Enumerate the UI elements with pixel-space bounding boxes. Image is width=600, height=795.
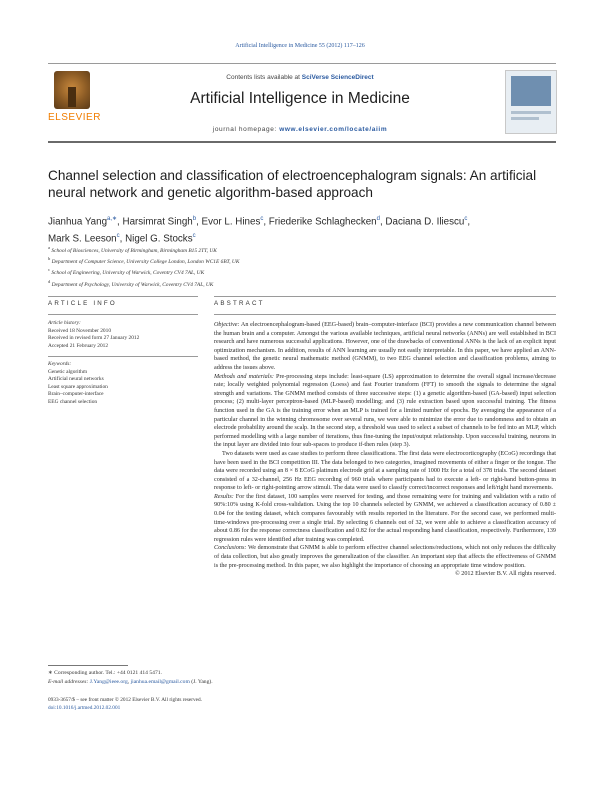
affiliation-text: Department of Psychology, University of Warwick, Coventry CV4 7AL, UK (51, 281, 214, 288)
affiliation-item (48, 244, 558, 255)
author-sep: , (117, 216, 123, 228)
article-info-rule (48, 314, 198, 315)
issn-line: 0933-3657/$ – see front matter © 2012 Elsevier B.V. All rights reserved. (48, 697, 202, 703)
publication-info (48, 696, 448, 712)
conclusions-label: Conclusions: (214, 545, 247, 552)
email-sep: , (127, 678, 131, 685)
author-name[interactable]: Friederike Schlaghecken (268, 216, 377, 228)
abstract-body (214, 321, 556, 579)
author-sep: , (119, 233, 126, 245)
publisher-logo (48, 71, 101, 125)
author-affil-mark[interactable]: c (116, 233, 120, 240)
affiliation-item (48, 278, 558, 289)
author-sep: , (196, 216, 202, 228)
sciverse-link[interactable]: SciVerse ScienceDirect (301, 74, 374, 81)
affiliation-text: School of Biosciences, University of Birmingham, Birmingham B15 2TT, UK (51, 247, 217, 254)
history-item: Received in revised form 27 January 2012 (48, 335, 140, 342)
conclusions-text: We demonstrate that GNMM is able to perform effective channel selections/reductions, which not only reduces the difficulty of data collection, but also greatly improves the generalization of the classifier. An important step that affects the effectiveness of GNMM is the pre-processing method. In this paper, we also highlight the importance of choosing an appropriate time window position. (214, 545, 556, 569)
affiliation-text: Department of Computer Science, University College London, London WC1E 6BT, UK (51, 259, 240, 265)
affiliation-mark: a (48, 245, 50, 250)
author-name[interactable]: Harsimrat Singh (122, 216, 193, 228)
keyword-item: Genetic algorithm (48, 368, 88, 375)
methods-label: Methods and materials: (214, 373, 274, 380)
author-sep: , (467, 216, 471, 228)
methods-text: Pre-processing steps include: least-square (LS) approximation to determine the overall signal increase/decrease rate; locally weighted polynomial regression (Loess) and fast Fourier transform (FFT) to smooth the signals to determine the signal strength and variations. The GNMM method consists of three successive steps: (1) a genetic algorithm-based (GA-based) input selection process; (2) multi-layer perceptron-based (MLP-based) modelling; and (3) rule extraction based upon successful training. The fitness function used in the GA is the training error when an MLP is trained for a limited number of epochs. By averaging the appearance of a particular channel in the winning chromosome over several runs, we were able to minimize the error due to randomness and to obtain an electrode probability around the scalp. In the second step, a threshold was used to select a subset of channels to be fed into an MLP, which performed modelling with a large number of iterations, thus fine-tuning the input/output relationship. Upon successful training, neurons in the input layer are divided into four sub-spaces to produce if-then rules (step 3). (214, 373, 556, 449)
top-rule (48, 63, 556, 64)
author-name[interactable]: Daciana D. Iliescu (385, 216, 465, 228)
history-item: Received 18 November 2010 (48, 327, 112, 334)
author-name[interactable]: Mark S. Leeson (48, 233, 117, 245)
copyright-notice: © 2012 Elsevier B.V. All rights reserved. (455, 571, 556, 578)
article-info-rule (48, 356, 198, 357)
abstract-rule (214, 314, 556, 315)
journal-homepage (100, 126, 500, 133)
paper-title (48, 167, 558, 201)
email-label: E-mail addresses: (48, 678, 89, 685)
cover-stripe (511, 117, 539, 120)
affiliations (48, 244, 558, 289)
title-line-1: Channel selection and classification of electroencephalogram signals: An artificial (48, 168, 537, 183)
article-info-rule (48, 296, 198, 297)
footnote-line (48, 669, 448, 678)
author-affil-mark[interactable]: b (192, 216, 197, 222)
keywords-label: Keywords: (48, 361, 72, 367)
abstract-objective (214, 321, 556, 373)
abstract-conclusions (214, 544, 556, 570)
footnote-line (48, 678, 448, 687)
email-link[interactable]: J.Yang@ieee.org (89, 678, 128, 685)
doi-link[interactable]: doi:10.1016/j.artmed.2012.02.001 (48, 705, 121, 712)
keyword-item: EEG channel selection (48, 398, 98, 405)
author-affil-mark[interactable]: a,∗ (107, 216, 118, 222)
author-affil-mark[interactable]: c (260, 216, 264, 222)
abstract-rule (214, 296, 556, 297)
author-line-1 (48, 212, 558, 229)
corresponding-author: Corresponding author. Tel.: +44 0121 414 5471. (54, 670, 162, 676)
results-label: Results: (214, 493, 234, 500)
affiliation-mark: c (48, 267, 50, 273)
homepage-link[interactable]: www.elsevier.com/locate/aiim (279, 126, 388, 133)
author-name[interactable]: Evor L. Hines (201, 216, 261, 228)
article-info-heading: ARTICLE INFO (48, 300, 117, 307)
objective-label: Objective: (214, 322, 240, 328)
email-link[interactable]: jianhua.email@gmail.com (130, 678, 190, 685)
history-item: Accepted 21 February 2012 (48, 342, 109, 349)
contents-line (100, 74, 500, 81)
affiliation-mark: d (48, 278, 51, 284)
author-list (48, 212, 558, 247)
objective-text: An electroencephalogram-based (EEG-based) brain–computer-interface (BCI) provides a new communication channel between the human brain and a computer. Amongst the various available techniques, artificial neural networks (ANNs) are well established in BCI research and have numerous successful applications. However, one of the drawbacks of conventional ANNs is the lack of an explicit input optimization mechanism. In addition, results of ANN learning are usually not easily interpretable. In this paper, we have applied an ANN-based method, the genetic neural mathematic method (GNMM), to two EEG channel selection and classification problems, aiming to address the issues above. (214, 322, 556, 371)
affiliation-mark: b (48, 256, 51, 262)
history-label: Article history: (48, 320, 81, 326)
cover-stripe (511, 111, 551, 114)
author-sep: , (263, 216, 269, 228)
corresponding-author-footnote (48, 669, 448, 686)
article-history (48, 320, 198, 350)
cover-image (511, 76, 551, 106)
abstract-results (214, 493, 556, 545)
contents-prefix: Contents lists available at (226, 74, 300, 81)
journal-cover-thumbnail (505, 70, 557, 134)
affiliation-item (48, 255, 558, 266)
author-sep: , (379, 216, 386, 228)
journal-title: Artificial Intelligence in Medicine (190, 90, 410, 107)
title-line-2: neural network and genetic algorithm-based approach (48, 185, 373, 200)
keyword-item: Brain–computer-interface (48, 391, 104, 398)
publisher-logo-text: ELSEVIER (48, 112, 101, 123)
author-name[interactable]: Nigel G. Stocks (125, 233, 193, 245)
author-affil-mark[interactable]: c (464, 216, 468, 222)
author-affil-mark[interactable]: c (192, 233, 196, 240)
header-divider (48, 141, 556, 143)
footnote-rule (48, 665, 128, 666)
homepage-prefix: journal homepage: (212, 126, 277, 133)
affiliation-text: School of Engineering, University of Warwick, Coventry CV4 7AL, UK (51, 270, 205, 277)
keywords (48, 361, 198, 407)
author-affil-mark[interactable]: d (376, 216, 380, 222)
keyword-item: Least square approximation (48, 383, 108, 390)
footnote-mark: ∗ (48, 670, 53, 676)
affiliation-item (48, 266, 558, 277)
abstract-methods (214, 373, 556, 450)
author-name[interactable]: Jianhua Yang (48, 216, 108, 228)
running-head[interactable]: Artificial Intelligence in Medicine 55 (2012) 117–126 (235, 43, 365, 49)
tree-logo-icon (54, 71, 90, 109)
results-text: For the first dataset, 100 samples were reserved for testing, and those remaining were for training and validation with a ratio of 90%:10% using K-fold cross-validation. Using the top 10 channels selected by GNMM, we achieved a classification accuracy of 0.80 ± 0.04 for the testing dataset, which compares favourably with results reported in the literature. For the second case, we performed multi-time-windows pre-processing over a single trial. By selecting 6 channels out of 32, we were able to achieve a classification accuracy of about 0.86 for the response correctness classification and 0.82 for the actual responding hand classification, respectively. Furthermore, 139 regression rules were identified after training was completed. (214, 493, 556, 543)
email-suffix: (J. Yang). (189, 678, 213, 685)
abstract-heading: ABSTRACT (214, 300, 265, 307)
keyword-item: Artificial neural networks (48, 376, 104, 383)
abstract-datasets: Two datasets were used as case studies to perform three classifications. The first data were electrocorticography (ECoG) recordings that have been used in the BCI competition III. The data belonged to two categories, imagined movements of either a finger or the tongue. The data were recorded using an 8 × 8 ECoG platinum electrode grid at a sampling rate of 1000 Hz for a total of 378 trials. The second dataset consisted of a 32-channel, 256 Hz EEG recording of 960 trials where participants had to execute a left- or right-hand button-press in response to left- or right-pointing arrow stimuli. The data were used to classify correct/incorrect responses and left/right hand movements. (214, 450, 556, 492)
